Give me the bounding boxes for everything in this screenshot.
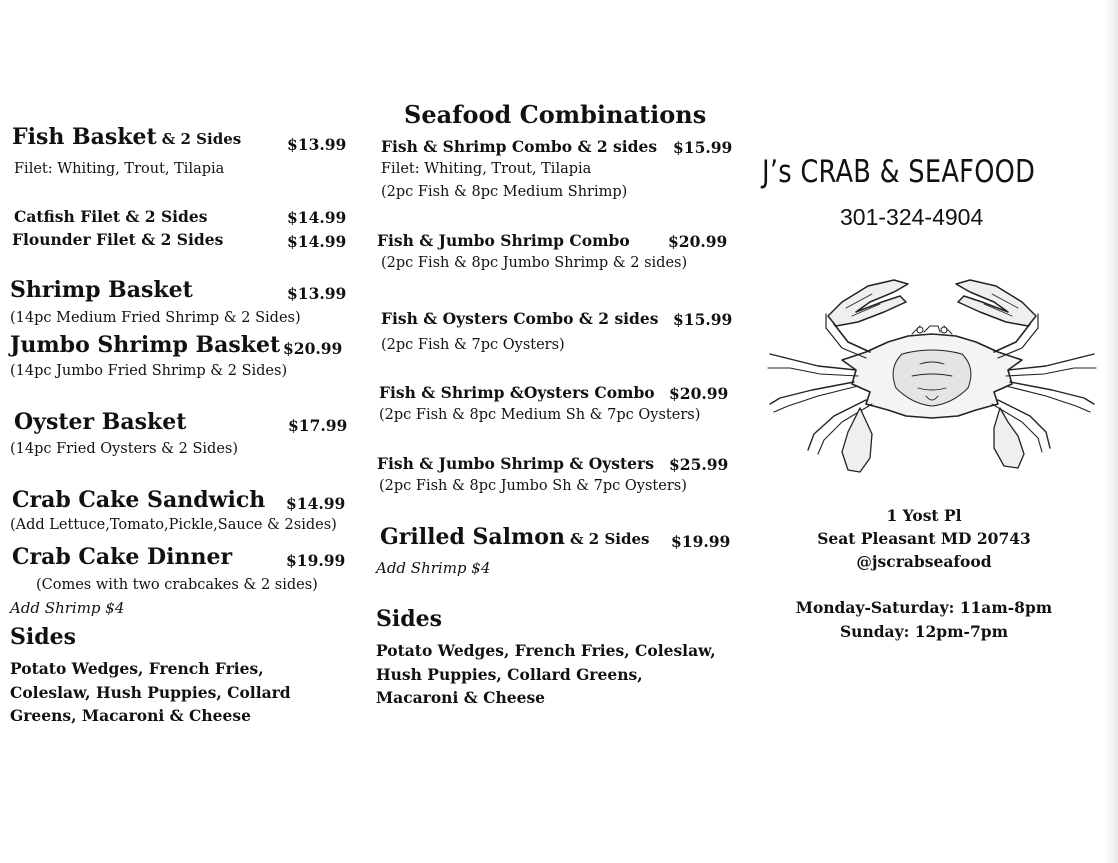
- fish-shrimp-combo-name: Fish & Shrimp Combo & 2 sides: [381, 137, 658, 156]
- oyster-basket-desc: (14pc Fried Oysters & 2 Sides): [10, 441, 239, 457]
- flounder-price: $14.99: [287, 232, 347, 251]
- shrimp-basket-desc: (14pc Medium Fried Shrimp & 2 Sides): [10, 310, 301, 326]
- shrimp-basket-price: $13.99: [287, 284, 347, 303]
- fish-oysters-combo-desc: (2pc Fish & 7pc Oysters): [381, 337, 565, 353]
- combinations-title: Seafood Combinations: [404, 100, 707, 129]
- crab-cake-sandwich-price: $14.99: [286, 494, 346, 513]
- crab-cake-dinner-name: Crab Cake Dinner: [12, 544, 233, 570]
- fish-shrimp-combo-price: $15.99: [673, 138, 733, 157]
- fish-basket-suffix: & 2 Sides: [161, 130, 242, 148]
- fish-basket-title: [12, 124, 241, 150]
- grilled-salmon-suffix: & 2 Sides: [570, 530, 650, 548]
- address-line2: Seat Pleasant MD 20743: [817, 529, 1031, 548]
- jumbo-shrimp-basket-desc: (14pc Jumbo Fried Shrimp & 2 Sides): [10, 363, 288, 379]
- grilled-salmon-name: Grilled Salmon: [380, 524, 565, 550]
- fish-basket-desc: Filet: Whiting, Trout, Tilapia: [14, 161, 225, 177]
- restaurant-name: J’s CRAB & SEAFOOD: [762, 154, 1036, 190]
- grilled-salmon-price: $19.99: [671, 532, 731, 551]
- fish-jumbo-oysters-price: $25.99: [669, 455, 729, 474]
- fish-jumbo-combo-price: $20.99: [668, 232, 728, 251]
- catfish-name: Catfish Filet & 2 Sides: [14, 207, 208, 226]
- sides-list-left: Potato Wedges, French Fries, Coleslaw, Hush Puppies, Collard Greens, Macaroni & Cheese: [10, 659, 291, 725]
- jumbo-shrimp-basket-name: Jumbo Shrimp Basket: [10, 332, 281, 358]
- address-line1: 1 Yost Pl: [886, 506, 962, 525]
- page-edge-shadow: [1104, 0, 1118, 863]
- fish-oysters-combo-price: $15.99: [673, 310, 733, 329]
- fish-shrimp-combo-desc1: Filet: Whiting, Trout, Tilapia: [381, 161, 592, 177]
- hours-weekday: Monday-Saturday: 11am-8pm: [795, 598, 1053, 617]
- fish-jumbo-oysters-desc: (2pc Fish & 8pc Jumbo Sh & 7pc Oysters): [379, 478, 687, 494]
- oyster-basket-price: $17.99: [288, 416, 348, 435]
- fish-oysters-combo-name: Fish & Oysters Combo & 2 sides: [381, 309, 659, 328]
- fish-jumbo-combo-desc: (2pc Fish & 8pc Jumbo Shrimp & 2 sides): [381, 255, 688, 271]
- catfish-price: $14.99: [287, 208, 347, 227]
- fish-jumbo-oysters-name: Fish & Jumbo Shrimp & Oysters: [377, 454, 654, 473]
- shrimp-basket-name: Shrimp Basket: [10, 277, 193, 303]
- sides-list-middle: Potato Wedges, French Fries, Coleslaw, Hush Puppies, Collard Greens, Macaroni & Cheese: [376, 641, 716, 707]
- jumbo-shrimp-basket-price: $20.99: [283, 339, 343, 358]
- crab-cake-sandwich-name: Crab Cake Sandwich: [12, 487, 266, 513]
- flounder-name: Flounder Filet & 2 Sides: [12, 230, 224, 249]
- phone-number: 301-324-4904: [840, 204, 984, 230]
- fish-shrimp-oysters-combo-price: $20.99: [669, 384, 729, 403]
- fish-jumbo-combo-name: Fish & Jumbo Shrimp Combo: [377, 231, 630, 250]
- fish-basket-price: $13.99: [287, 135, 347, 154]
- crab-icon: [762, 272, 1102, 494]
- crab-cake-dinner-desc: (Comes with two crabcakes & 2 sides): [36, 577, 318, 593]
- crab-cake-dinner-price: $19.99: [286, 551, 346, 570]
- crab-cake-sandwich-desc: (Add Lettuce,Tomato,Pickle,Sauce & 2sides): [10, 517, 337, 533]
- grilled-salmon-addon: Add Shrimp $4: [376, 559, 491, 577]
- sides-title-middle: Sides: [376, 606, 443, 632]
- fish-shrimp-oysters-combo-desc: (2pc Fish & 8pc Medium Sh & 7pc Oysters): [379, 407, 701, 423]
- oyster-basket-name: Oyster Basket: [14, 409, 187, 435]
- grilled-salmon-title: [380, 524, 649, 550]
- fish-shrimp-combo-desc2: (2pc Fish & 8pc Medium Shrimp): [381, 184, 628, 200]
- crab-cake-dinner-addon: Add Shrimp $4: [10, 599, 125, 617]
- fish-shrimp-oysters-combo-name: Fish & Shrimp &Oysters Combo: [379, 383, 655, 402]
- social-handle: @jscrabseafood: [856, 552, 992, 571]
- fish-basket-name: Fish Basket: [12, 124, 157, 150]
- hours-sunday: Sunday: 12pm-7pm: [839, 622, 1008, 641]
- sides-title-left: Sides: [10, 624, 77, 650]
